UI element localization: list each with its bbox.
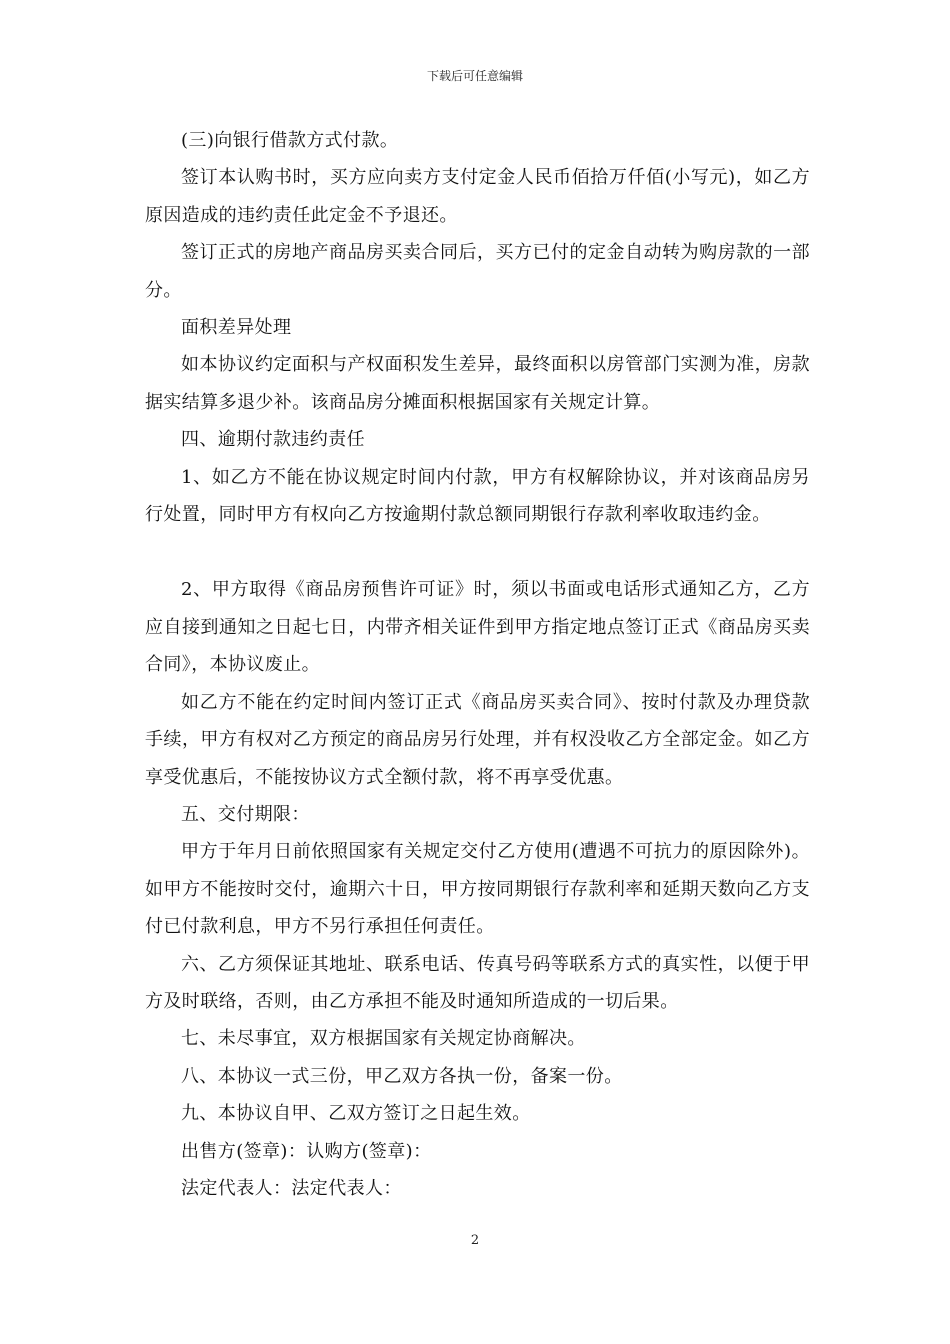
paragraph-forfeit-deposit: 如乙方不能在约定时间内签订正式《商品房买卖合同》、按时付款及办理贷款手续，甲方有权对乙方预定的商品房另行处理，并有权没收乙方全部定金。如乙方享受优惠后，不能按协议方式全额付款，将不再享受优惠。 — [145, 691, 810, 788]
heading-delivery-period: 五、交付期限： — [181, 803, 310, 825]
page-header: 下载后可任意编辑 — [426, 69, 523, 83]
heading-area-difference: 面积差异处理 — [181, 317, 292, 339]
signature-parties: 出售方(签章)：认购方(签章)： — [181, 1140, 432, 1162]
signature-representatives: 法定代表人：法定代表人： — [181, 1177, 402, 1199]
paragraph-deposit: 签订本认购书时，买方应向卖方支付定金人民币佰拾万仟佰(小写元)，如乙方原因造成的违约责任此定金不予退还。 — [145, 167, 810, 226]
page-number: 2 — [470, 1233, 480, 1248]
paragraph-delivery-period: 甲方于年月日前依照国家有关规定交付乙方使用(遭遇不可抗力的原因除外)。如甲方不能按时交付，逾期六十日，甲方按同期银行存款利率和延期天数向乙方支付已付款利息，甲方不另行承担任何责任。 — [145, 841, 810, 938]
paragraph-late-payment-1: 1、如乙方不能在协议规定时间内付款，甲方有权解除协议，并对该商品房另行处置，同时甲方有权向乙方按逾期付款总额同期银行存款利率收取违约金。 — [145, 466, 810, 526]
paragraph-effective: 九、本协议自甲、乙双方签订之日起生效。 — [181, 1103, 531, 1125]
heading-late-payment: 四、逾期付款违约责任 — [181, 429, 365, 451]
paragraph-area-difference: 如本协议约定面积与产权面积发生差异，最终面积以房管部门实测为准，房款据实结算多退少补。该商品房分摊面积根据国家有关规定计算。 — [145, 354, 810, 413]
paragraph-payment-method: (三)向银行借款方式付款。 — [181, 130, 399, 151]
paragraph-deposit-conversion: 签订正式的房地产商品房买卖合同后，买方已付的定金自动转为购房款的一部分。 — [145, 242, 810, 301]
paragraph-other-matters: 七、未尽事宜，双方根据国家有关规定协商解决。 — [181, 1028, 586, 1050]
paragraph-late-payment-2: 2、甲方取得《商品房预售许可证》时，须以书面或电话形式通知乙方，乙方应自接到通知之日起七日，内带齐相关证件到甲方指定地点签订正式《商品房买卖合同》，本协议废止。 — [145, 579, 810, 676]
paragraph-contact-info: 六、乙方须保证其地址、联系电话、传真号码等联系方式的真实性，以便于甲方及时联络，否则，由乙方承担不能及时通知所造成的一切后果。 — [145, 953, 810, 1012]
document-body — [145, 122, 810, 1207]
paragraph-copies: 八、本协议一式三份，甲乙双方各执一份，备案一份。 — [181, 1065, 623, 1087]
